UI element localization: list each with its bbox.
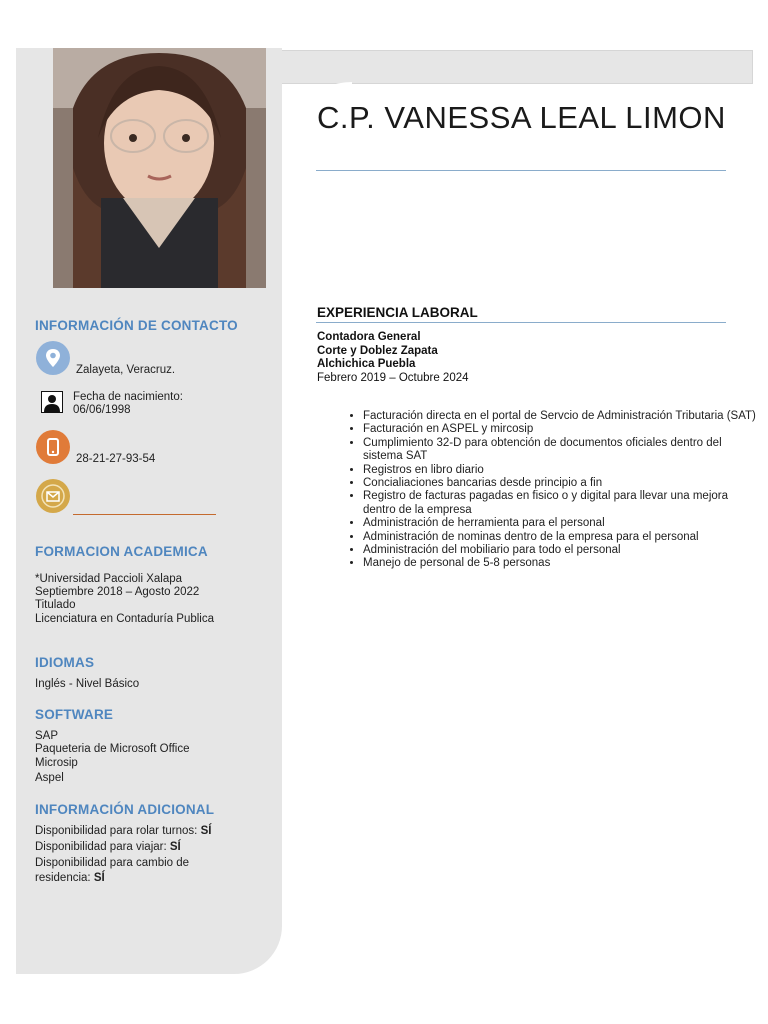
contact-location: Zalayeta, Veracruz. <box>76 364 176 376</box>
email-underline <box>73 514 216 515</box>
job-entry <box>317 331 469 385</box>
duty-item: • Facturación directa en el portal de Servcio de Administración Tributaria (SAT) <box>363 410 763 423</box>
duty-item: • Manejo de personal de 5-8 personas <box>363 557 763 570</box>
contact-phone: 28-21-27-93-54 <box>76 453 156 465</box>
duty-item: • Concialiaciones bancarias desde principio a fin <box>363 477 763 490</box>
software-item: SAP <box>35 730 59 742</box>
education-status: Titulado <box>35 599 76 611</box>
profile-photo <box>53 48 266 288</box>
job-place: Alchichica Puebla <box>317 358 416 370</box>
location-icon <box>36 341 70 375</box>
education-school: *Universidad Paccioli Xalapa <box>35 573 183 585</box>
name-divider <box>316 170 726 171</box>
additional-label: residencia: <box>35 872 94 884</box>
education-degree: Licenciatura en Contaduría Publica <box>35 613 215 625</box>
duty-item: • Administración de nominas dentro de la empresa para el personal <box>363 531 763 544</box>
job-period: Febrero 2019 – Octubre 2024 <box>317 371 469 384</box>
additional-value: SÍ <box>169 841 181 853</box>
duty-item: • Administración del mobiliario para todo el personal <box>363 544 763 557</box>
language-item: Inglés - Nivel Básico <box>35 678 140 690</box>
additional-label: Disponibilidad para rolar turnos: <box>35 825 201 837</box>
experience-heading: EXPERIENCIA LABORAL <box>317 305 478 320</box>
birth-date: 06/06/1998 <box>73 404 131 416</box>
additional-label: Disponibilidad para viajar: <box>35 841 170 853</box>
phone-icon <box>36 430 70 464</box>
email-icon <box>36 479 70 513</box>
contact-heading: INFORMACIÓN DE CONTACTO <box>35 318 238 333</box>
software-heading: SOFTWARE <box>35 707 114 722</box>
experience-divider <box>316 322 726 323</box>
additional-item <box>35 825 211 839</box>
duty-item: • Registros en libro diario <box>363 464 763 477</box>
person-icon <box>41 391 63 413</box>
additional-item <box>35 857 189 871</box>
education-period: Septiembre 2018 – Agosto 2022 <box>35 586 200 598</box>
job-role: Contadora General <box>317 331 421 343</box>
software-item: Microsip <box>35 757 78 769</box>
education-heading: FORMACION ACADEMICA <box>35 544 208 559</box>
additional-value: SÍ <box>93 872 105 884</box>
candidate-name: C.P. VANESSA LEAL LIMON <box>317 100 726 135</box>
additional-heading: INFORMACIÓN ADICIONAL <box>35 802 215 817</box>
additional-value: SÍ <box>200 825 212 837</box>
software-item: Paqueteria de Microsoft Office <box>35 743 190 755</box>
duty-item: • Administración de herramienta para el personal <box>363 517 763 530</box>
additional-item <box>35 872 105 886</box>
software-item: Aspel <box>35 772 64 784</box>
duty-item: • Facturación en ASPEL y mircosip <box>363 423 763 436</box>
duty-item: • Registro de facturas pagadas en fisico o y digital para llevar una mejora dentro de la empresa <box>363 490 763 517</box>
duty-item: • Cumplimiento 32-D para obtención de documentos oficiales dentro del sistema SAT <box>363 437 763 464</box>
additional-item <box>35 841 181 855</box>
birth-label: Fecha de nacimiento: <box>73 391 183 403</box>
job-company: Corte y Doblez Zapata <box>317 344 438 357</box>
languages-heading: IDIOMAS <box>35 655 95 670</box>
additional-label: Disponibilidad para cambio de <box>35 857 190 869</box>
duties-list <box>326 410 763 571</box>
header-band <box>282 50 753 84</box>
